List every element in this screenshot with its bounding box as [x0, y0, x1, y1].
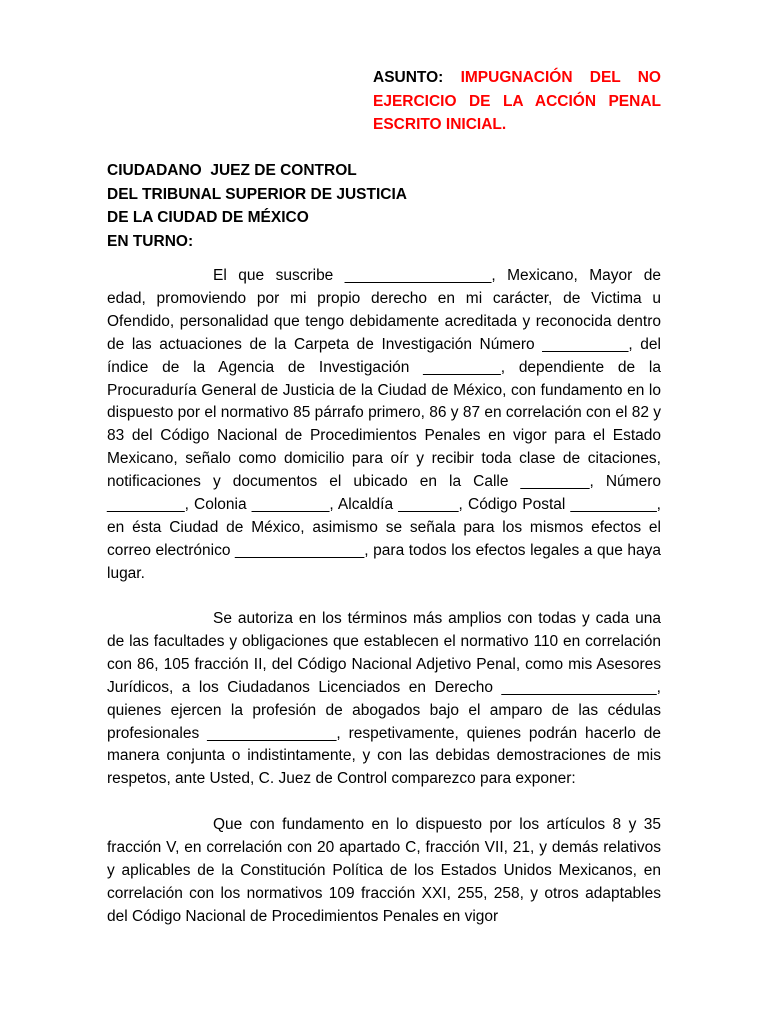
addressee-block [107, 159, 667, 253]
paragraph-authorization: Se autoriza en los términos más amplios con todas y cada una de las facultades y obligaciones que establecen el normativo 110 en correlación con 86, 105 fracción II, del Código Nacional Adjetivo Penal, como mis Asesores Jurídicos, a los Ciudadanos Licenciados en Derecho __________________, quienes ejercen la profesión de abogados bajo el amparo de las cédulas profesionales _______________, respetivamente, quienes podrán hacerlo de manera conjunta o indistintamente, y con las debidas demostraciones de mis respetos, ante Usted, C. Juez de Control comparezco para exponer: [107, 610, 661, 788]
subject-text: IMPUGNACIÓN DEL NO EJERCICIO DE LA ACCIÓN PENAL ESCRITO INICIAL. [373, 69, 661, 133]
subject-block [373, 66, 661, 137]
addressee-line: CIUDADANO JUEZ DE CONTROL [107, 162, 357, 179]
addressee-line: EN TURNO: [107, 232, 194, 250]
paragraph-identification: El que suscribe _________________, Mexicano, Mayor de edad, promoviendo por mi propio derecho en mi carácter, de Victima u Ofendido, personalidad que tengo debidamente acreditada y reconocida dentro de las actuaciones de la Carpeta de Investigación Número __________, del índice de la Agencia de Investigación _________, dependiente de la Procuraduría General de Justicia de la Ciudad de México, con fundamento en lo dispuesto por el normativo 85 párrafo primero, 86 y 87 en correlación con el 82 y 83 del Código Nacional de Procedimientos Penales en vigor para el Estado Mexicano, señalo como domicilio para oír y recibir toda clase de citaciones, notificaciones y documentos el ubicado en la Calle ________, Número _________, Colonia _________, Alcaldía _______, Código Postal __________, en ésta Ciudad de México, asimismo se señala para los mismos efectos el correo electrónico _______________, para todos los efectos legales a que haya lugar. [107, 267, 661, 582]
paragraph-legal-basis: Que con fundamento en lo dispuesto por los artículos 8 y 35 fracción V, en correlación con 20 apartado C, fracción VII, 21, y demás relativos y aplicables de la Constitución Política de los Estados Unidos Mexicanos, en correlación con los normativos 109 fracción XXI, 255, 258, y otros adaptables del Código Nacional de Procedimientos Penales en vigor [107, 816, 661, 925]
addressee-line: DE LA CIUDAD DE MÉXICO [107, 209, 309, 226]
addressee-line: DEL TRIBUNAL SUPERIOR DE JUSTICIA [107, 185, 407, 203]
subject-label: ASUNTO: [373, 69, 444, 86]
